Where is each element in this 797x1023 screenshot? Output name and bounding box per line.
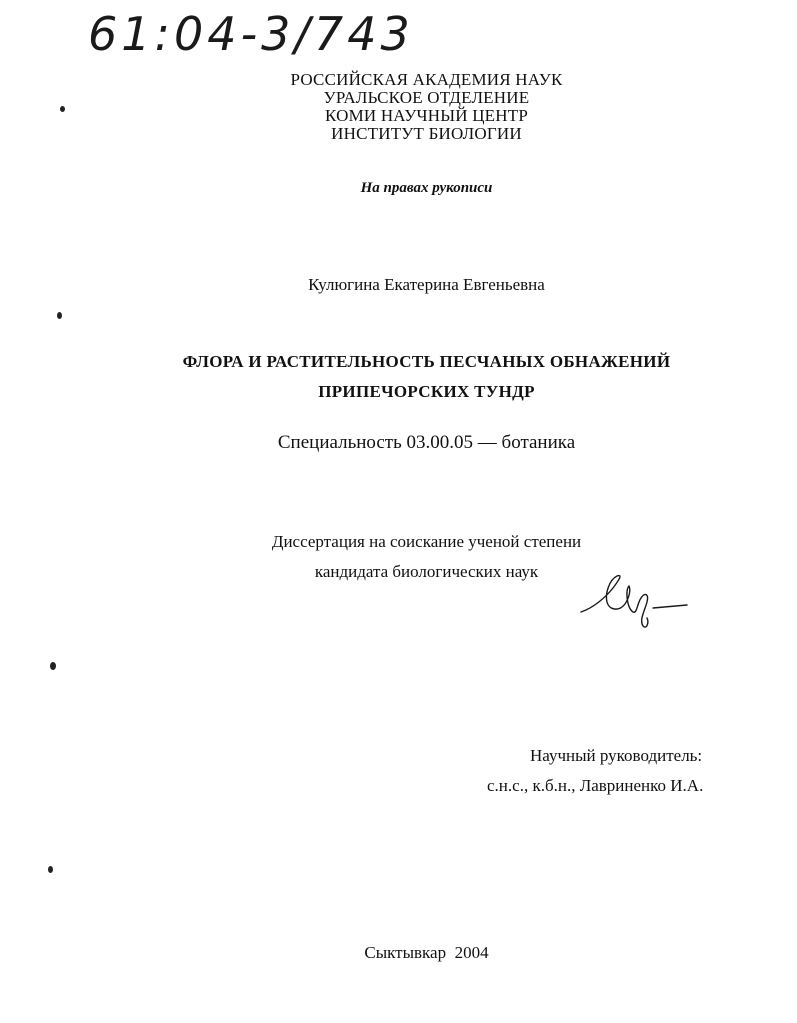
signature [575,568,695,634]
supervisor-label: Научный руководитель: [530,746,703,765]
degree-line-2: кандидата биологических наук [314,562,539,581]
archive-number-text: 61:04-3/743 [88,7,414,58]
author-name: Кулюгина Екатерина Евгеньевна [308,275,545,294]
scan-speck [60,106,65,112]
scan-speck [50,662,56,670]
org-line-academy: РОССИЙСКАЯ АКАДЕМИЯ НАУК [290,70,563,89]
thesis-title-line-1: ФЛОРА И РАСТИТЕЛЬНОСТЬ ПЕСЧАНЫХ ОБНАЖЕНИЙ [182,352,671,371]
specialty: Специальность 03.00.05 — ботаника [277,432,576,453]
supervisor-name: с.н.с., к.б.н., Лавриненко И.А. [487,776,704,795]
manuscript-note: На правах рукописи [360,180,493,196]
org-line-branch: УРАЛЬСКОЕ ОТДЕЛЕНИЕ [323,88,530,107]
scan-speck [57,312,62,319]
org-line-institute: ИНСТИТУТ БИОЛОГИИ [331,124,522,143]
scan-speck [48,866,53,873]
org-line-center: КОМИ НАУЧНЫЙ ЦЕНТР [325,106,528,125]
place-and-year: Сыктывкар 2004 [364,943,489,962]
thesis-title-line-2: ПРИПЕЧОРСКИХ ТУНДР [318,382,535,401]
degree-line-1: Диссертация на соискание ученой степени [271,532,582,551]
archive-number [88,6,448,58]
